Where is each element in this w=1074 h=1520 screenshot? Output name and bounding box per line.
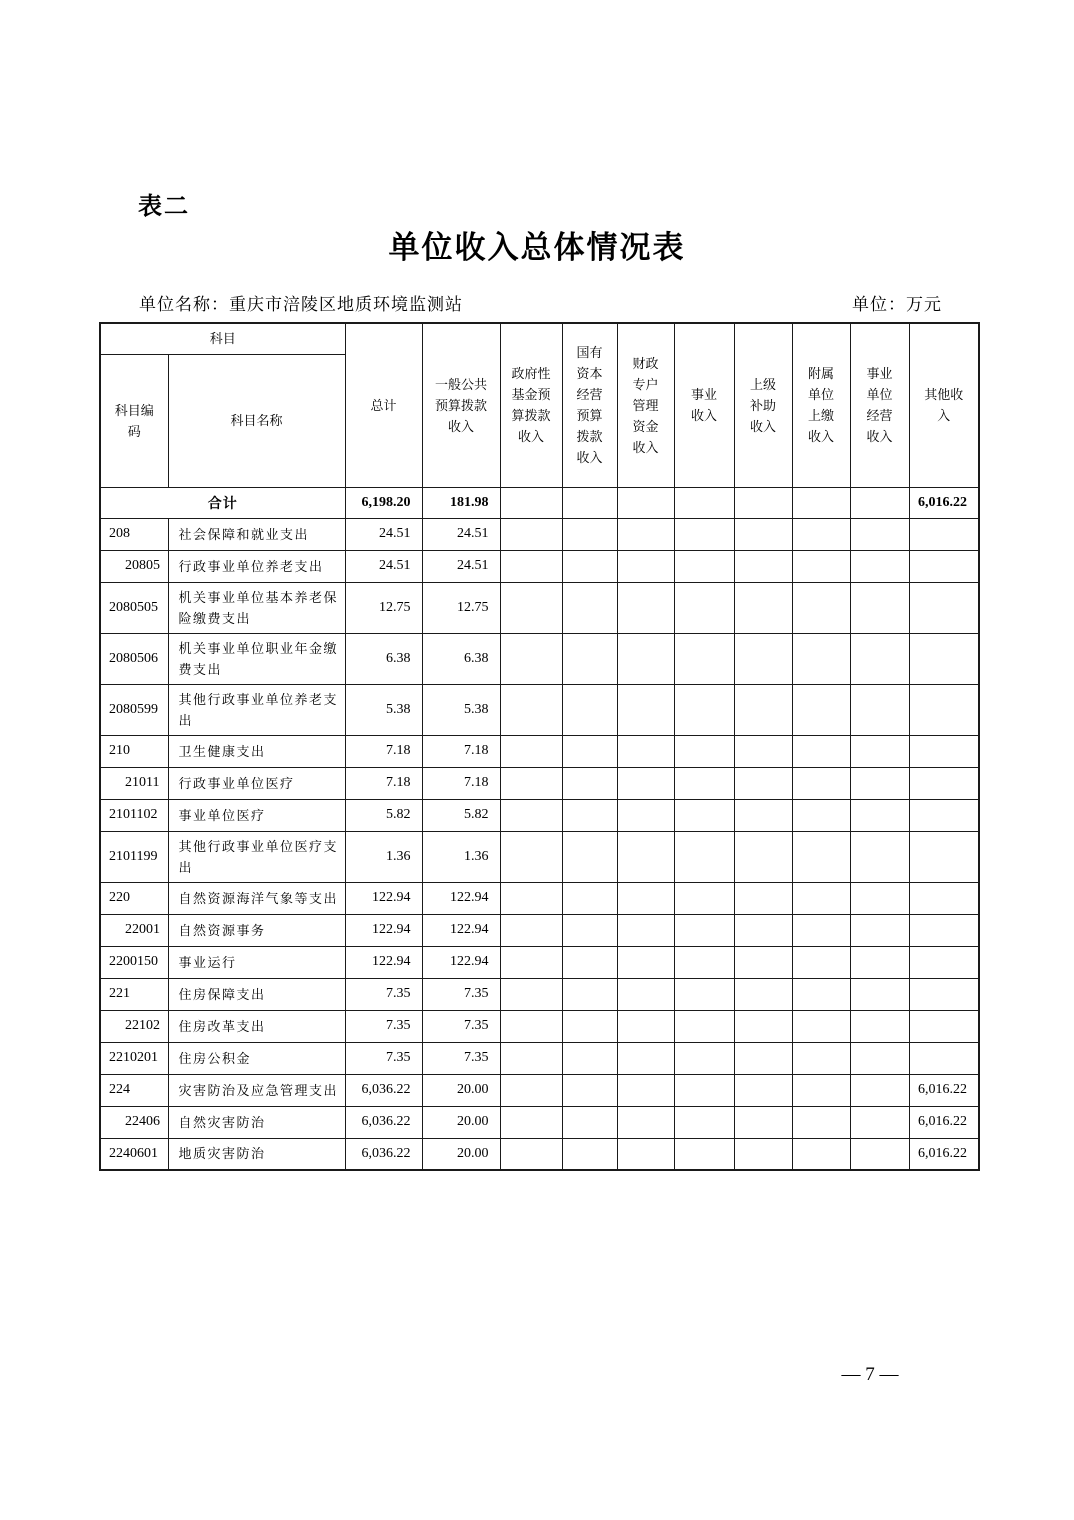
header-fiscal-account: 财政专户管理资金收入 — [617, 323, 674, 487]
value-cell — [909, 978, 979, 1010]
table-body — [100, 487, 979, 1170]
table-row — [100, 914, 979, 946]
table-row — [100, 1042, 979, 1074]
value-cell — [500, 767, 562, 799]
table-row — [100, 767, 979, 799]
value-cell — [734, 684, 792, 735]
value-cell — [674, 582, 734, 633]
name-cell: 其他行政事业单位养老支出 — [168, 684, 345, 735]
value-cell — [674, 550, 734, 582]
value-cell — [500, 1042, 562, 1074]
value-cell — [562, 978, 617, 1010]
header-subject-group: 科目 — [100, 323, 345, 354]
value-cell — [850, 1106, 909, 1138]
value-cell — [617, 487, 674, 518]
name-cell: 自然灾害防治 — [168, 1106, 345, 1138]
value-cell — [909, 633, 979, 684]
code-cell: 2080506 — [100, 633, 168, 684]
value-cell — [674, 767, 734, 799]
value-cell — [734, 831, 792, 882]
value-cell — [500, 633, 562, 684]
table-row — [100, 882, 979, 914]
value-cell — [734, 882, 792, 914]
value-cell — [562, 487, 617, 518]
table-label: 表二 — [138, 193, 190, 220]
code-cell: 2080505 — [100, 582, 168, 633]
value-cell — [734, 518, 792, 550]
value-cell: 5.82 — [345, 799, 422, 831]
name-cell: 住房保障支出 — [168, 978, 345, 1010]
value-cell — [909, 799, 979, 831]
value-cell — [500, 1010, 562, 1042]
value-cell — [792, 914, 850, 946]
value-cell: 1.36 — [422, 831, 500, 882]
value-cell — [850, 1042, 909, 1074]
value-cell — [850, 831, 909, 882]
value-cell: 122.94 — [345, 882, 422, 914]
value-cell: 122.94 — [345, 914, 422, 946]
value-cell: 6,016.22 — [909, 1138, 979, 1170]
table-row — [100, 735, 979, 767]
value-cell — [674, 633, 734, 684]
value-cell — [617, 582, 674, 633]
code-cell: 220 — [100, 882, 168, 914]
value-cell — [500, 1074, 562, 1106]
value-cell — [500, 978, 562, 1010]
header-affiliate-remit: 附属单位上缴收入 — [792, 323, 850, 487]
value-cell: 12.75 — [422, 582, 500, 633]
name-cell: 行政事业单位医疗 — [168, 767, 345, 799]
value-cell — [562, 1042, 617, 1074]
value-cell — [674, 1106, 734, 1138]
value-cell — [792, 1106, 850, 1138]
name-cell: 地质灾害防治 — [168, 1138, 345, 1170]
table-row — [100, 550, 979, 582]
name-cell: 行政事业单位养老支出 — [168, 550, 345, 582]
value-cell — [850, 882, 909, 914]
code-cell: 208 — [100, 518, 168, 550]
value-cell — [909, 1010, 979, 1042]
value-cell: 7.18 — [422, 767, 500, 799]
table-row — [100, 1010, 979, 1042]
value-cell — [562, 882, 617, 914]
name-cell: 社会保障和就业支出 — [168, 518, 345, 550]
value-cell — [562, 799, 617, 831]
value-cell — [909, 582, 979, 633]
value-cell — [850, 633, 909, 684]
value-cell: 122.94 — [345, 946, 422, 978]
code-cell: 2200150 — [100, 946, 168, 978]
value-cell — [850, 487, 909, 518]
value-cell — [734, 946, 792, 978]
header-state-capital: 国有资本经营预算拨款收入 — [562, 323, 617, 487]
table-row — [100, 978, 979, 1010]
header-total: 总计 — [345, 323, 422, 487]
code-cell: 2101199 — [100, 831, 168, 882]
name-cell: 卫生健康支出 — [168, 735, 345, 767]
value-cell — [734, 582, 792, 633]
value-cell — [734, 1010, 792, 1042]
value-cell: 7.18 — [345, 735, 422, 767]
code-cell: 2101102 — [100, 799, 168, 831]
value-cell — [909, 946, 979, 978]
unit-of-measure: 单位：万元 — [852, 295, 942, 314]
value-cell — [674, 1010, 734, 1042]
value-cell — [909, 882, 979, 914]
code-cell: 22406 — [100, 1106, 168, 1138]
value-cell: 122.94 — [422, 914, 500, 946]
name-cell: 灾害防治及应急管理支出 — [168, 1074, 345, 1106]
value-cell — [674, 487, 734, 518]
name-cell: 自然资源海洋气象等支出 — [168, 882, 345, 914]
value-cell — [850, 767, 909, 799]
value-cell — [850, 1010, 909, 1042]
code-cell: 2240601 — [100, 1138, 168, 1170]
value-cell — [850, 735, 909, 767]
value-cell: 7.35 — [422, 1010, 500, 1042]
value-cell — [674, 914, 734, 946]
value-cell — [674, 518, 734, 550]
value-cell — [850, 978, 909, 1010]
value-cell — [792, 767, 850, 799]
value-cell: 24.51 — [345, 518, 422, 550]
value-cell — [617, 1106, 674, 1138]
value-cell: 6.38 — [422, 633, 500, 684]
value-cell — [909, 684, 979, 735]
table-row — [100, 799, 979, 831]
table-row — [100, 1074, 979, 1106]
value-cell: 6,036.22 — [345, 1074, 422, 1106]
value-cell — [500, 1138, 562, 1170]
table-row — [100, 684, 979, 735]
value-cell — [562, 946, 617, 978]
value-cell — [734, 978, 792, 1010]
table-row — [100, 946, 979, 978]
value-cell — [674, 1074, 734, 1106]
value-cell — [792, 799, 850, 831]
value-cell — [500, 735, 562, 767]
value-cell — [792, 1138, 850, 1170]
code-cell: 21011 — [100, 767, 168, 799]
value-cell: 12.75 — [345, 582, 422, 633]
value-cell — [792, 882, 850, 914]
value-cell — [562, 582, 617, 633]
header-operation-income: 事业收入 — [674, 323, 734, 487]
value-cell: 6,036.22 — [345, 1106, 422, 1138]
value-cell — [562, 1074, 617, 1106]
value-cell — [562, 831, 617, 882]
code-cell: 210 — [100, 735, 168, 767]
value-cell — [909, 767, 979, 799]
code-cell: 22102 — [100, 1010, 168, 1042]
value-cell — [500, 946, 562, 978]
value-cell — [850, 914, 909, 946]
value-cell — [850, 550, 909, 582]
value-cell — [909, 735, 979, 767]
value-cell — [792, 550, 850, 582]
value-cell: 7.18 — [345, 767, 422, 799]
value-cell — [562, 1106, 617, 1138]
value-cell — [734, 914, 792, 946]
value-cell — [792, 582, 850, 633]
value-cell — [500, 799, 562, 831]
value-cell — [617, 946, 674, 978]
name-cell: 事业单位医疗 — [168, 799, 345, 831]
value-cell — [500, 914, 562, 946]
value-cell — [617, 1042, 674, 1074]
value-cell — [500, 487, 562, 518]
value-cell: 5.82 — [422, 799, 500, 831]
value-cell — [562, 550, 617, 582]
value-cell — [500, 550, 562, 582]
value-cell — [674, 882, 734, 914]
name-cell: 自然资源事务 — [168, 914, 345, 946]
value-cell — [850, 684, 909, 735]
value-cell — [500, 518, 562, 550]
value-cell — [734, 1042, 792, 1074]
value-cell — [792, 978, 850, 1010]
value-cell — [617, 633, 674, 684]
value-cell — [674, 684, 734, 735]
value-cell — [562, 735, 617, 767]
value-cell — [617, 882, 674, 914]
table-row — [100, 1138, 979, 1170]
table-row — [100, 1106, 979, 1138]
value-cell — [734, 1074, 792, 1106]
table-row — [100, 831, 979, 882]
value-cell — [562, 518, 617, 550]
header-other-income: 其他收入 — [909, 323, 979, 487]
total-row — [100, 487, 979, 518]
value-cell: 24.51 — [422, 518, 500, 550]
value-cell — [562, 914, 617, 946]
value-cell — [850, 1074, 909, 1106]
value-cell — [734, 487, 792, 518]
value-cell — [500, 882, 562, 914]
value-cell — [617, 1138, 674, 1170]
value-cell — [674, 831, 734, 882]
value-cell — [617, 799, 674, 831]
value-cell — [617, 1010, 674, 1042]
code-cell: 224 — [100, 1074, 168, 1106]
name-cell: 住房公积金 — [168, 1042, 345, 1074]
page-title: 单位收入总体情况表 — [388, 230, 686, 265]
value-cell — [792, 518, 850, 550]
name-cell: 事业运行 — [168, 946, 345, 978]
value-cell — [562, 684, 617, 735]
code-cell: 2210201 — [100, 1042, 168, 1074]
table-row — [100, 582, 979, 633]
value-cell — [500, 831, 562, 882]
value-cell — [792, 1074, 850, 1106]
value-cell — [792, 487, 850, 518]
code-cell: 2080599 — [100, 684, 168, 735]
header-row-subject — [100, 323, 979, 354]
value-cell — [562, 1138, 617, 1170]
value-cell — [792, 1010, 850, 1042]
value-cell — [792, 735, 850, 767]
value-cell — [734, 1138, 792, 1170]
value-cell — [617, 1074, 674, 1106]
value-cell — [792, 946, 850, 978]
value-cell: 1.36 — [345, 831, 422, 882]
value-cell — [617, 831, 674, 882]
value-cell — [562, 1010, 617, 1042]
header-subject-name: 科目名称 — [168, 354, 345, 487]
table-row — [100, 633, 979, 684]
code-cell: 22001 — [100, 914, 168, 946]
value-cell — [562, 633, 617, 684]
value-cell — [734, 633, 792, 684]
name-cell: 机关事业单位基本养老保险缴费支出 — [168, 582, 345, 633]
value-cell: 6.38 — [345, 633, 422, 684]
code-cell: 221 — [100, 978, 168, 1010]
value-cell — [909, 1042, 979, 1074]
unit-name: 单位名称：重庆市涪陵区地质环境监测站 — [139, 295, 463, 314]
value-cell — [792, 684, 850, 735]
value-cell: 20.00 — [422, 1138, 500, 1170]
name-cell: 住房改革支出 — [168, 1010, 345, 1042]
value-cell: 122.94 — [422, 946, 500, 978]
value-cell: 7.35 — [345, 978, 422, 1010]
table-header — [100, 323, 979, 487]
value-cell — [909, 518, 979, 550]
meta-row — [99, 290, 978, 317]
value-cell — [617, 914, 674, 946]
value-cell — [617, 978, 674, 1010]
value-cell — [674, 799, 734, 831]
value-cell: 7.35 — [345, 1042, 422, 1074]
value-cell: 6,016.22 — [909, 1106, 979, 1138]
total-label: 合计 — [100, 487, 345, 518]
value-cell: 5.38 — [422, 684, 500, 735]
value-cell: 24.51 — [422, 550, 500, 582]
header-general-budget: 一般公共预算拨款收入 — [422, 323, 500, 487]
value-cell — [617, 735, 674, 767]
code-cell: 20805 — [100, 550, 168, 582]
value-cell: 6,016.22 — [909, 1074, 979, 1106]
value-cell — [850, 582, 909, 633]
value-cell — [674, 978, 734, 1010]
value-cell: 7.18 — [422, 735, 500, 767]
value-cell: 20.00 — [422, 1106, 500, 1138]
value-cell: 24.51 — [345, 550, 422, 582]
value-cell — [850, 518, 909, 550]
value-cell — [909, 831, 979, 882]
value-cell — [674, 1042, 734, 1074]
value-cell — [674, 735, 734, 767]
header-business-operation: 事业单位经营收入 — [850, 323, 909, 487]
value-cell — [792, 831, 850, 882]
table-row — [100, 518, 979, 550]
value-cell — [617, 518, 674, 550]
value-cell: 181.98 — [422, 487, 500, 518]
name-cell: 机关事业单位职业年金缴费支出 — [168, 633, 345, 684]
page-number: — 7 — — [841, 1364, 899, 1385]
value-cell: 7.35 — [422, 978, 500, 1010]
value-cell — [500, 684, 562, 735]
value-cell: 20.00 — [422, 1074, 500, 1106]
value-cell — [850, 1138, 909, 1170]
value-cell: 6,198.20 — [345, 487, 422, 518]
header-superior-subsidy: 上级补助收入 — [734, 323, 792, 487]
value-cell — [850, 946, 909, 978]
value-cell — [734, 550, 792, 582]
value-cell: 122.94 — [422, 882, 500, 914]
value-cell — [500, 582, 562, 633]
value-cell: 6,036.22 — [345, 1138, 422, 1170]
value-cell — [562, 767, 617, 799]
value-cell — [792, 1042, 850, 1074]
value-cell — [909, 550, 979, 582]
header-gov-fund: 政府性基金预算拨款收入 — [500, 323, 562, 487]
value-cell — [734, 1106, 792, 1138]
value-cell — [734, 735, 792, 767]
value-cell — [617, 550, 674, 582]
value-cell — [674, 1138, 734, 1170]
name-cell: 其他行政事业单位医疗支出 — [168, 831, 345, 882]
value-cell: 7.35 — [422, 1042, 500, 1074]
income-table — [99, 322, 980, 1171]
header-subject-code: 科目编码 — [100, 354, 168, 487]
value-cell — [617, 767, 674, 799]
value-cell — [674, 946, 734, 978]
value-cell — [792, 633, 850, 684]
value-cell: 7.35 — [345, 1010, 422, 1042]
value-cell — [734, 799, 792, 831]
value-cell — [500, 1106, 562, 1138]
value-cell: 5.38 — [345, 684, 422, 735]
value-cell — [850, 799, 909, 831]
value-cell — [909, 914, 979, 946]
value-cell — [617, 684, 674, 735]
value-cell — [734, 767, 792, 799]
value-cell: 6,016.22 — [909, 487, 979, 518]
